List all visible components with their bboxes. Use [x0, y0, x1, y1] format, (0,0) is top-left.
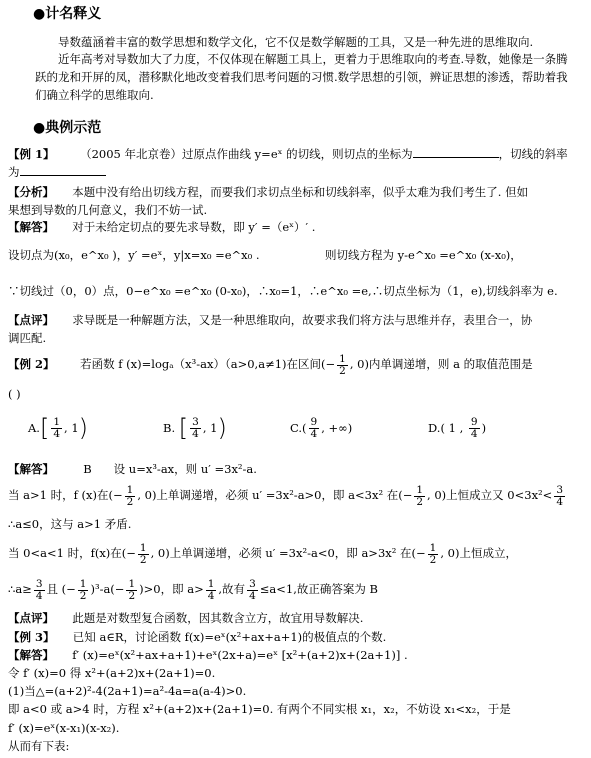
fraction-half: [428, 543, 439, 566]
option-c-label: C.(: [290, 421, 307, 435]
line-b: 且 (−: [46, 582, 76, 596]
example2-question: [8, 350, 533, 378]
review-text: 此题是对数型复合函数，因其数含立方，故宜用导数解决.: [72, 611, 364, 625]
section-title-examples: ●典例示范: [33, 120, 102, 136]
fraction-num: 3: [249, 577, 256, 590]
solution-tag: 【解答】: [8, 462, 54, 476]
example3-line3: (1)当△=(a+2)²-4(2a+1)=a²-4a=a(a-4)>0.: [8, 684, 247, 698]
fraction: [554, 485, 565, 508]
intro-line-1: 导数蕴涵着丰富的数学思想和数学文化，它不仅是数学解题的工具，又是一种先进的思维取向.: [58, 35, 534, 49]
option-a-label: A.: [28, 421, 40, 435]
fraction-num: 3: [192, 415, 199, 428]
example1-question-line2-text: 为: [8, 165, 20, 179]
intro-line-3: 跃的龙和开屏的凤，潜移默化地改变着我们思考问题的习惯.数学思想的引领，辨证思想的渗透，帮助着我: [35, 70, 568, 84]
option-b-label: B.: [163, 421, 176, 435]
example3-question: [8, 630, 386, 645]
section-title-naming: ●计名释义: [33, 6, 102, 22]
answer-blank: [413, 147, 499, 158]
fraction-half: [126, 579, 137, 602]
option-b: B. [ $\frac{3}{4}$ , 1 ): [163, 414, 227, 442]
fraction-den: 4: [470, 427, 478, 440]
fraction-den: 4: [556, 495, 563, 508]
fraction-num: 1: [79, 577, 87, 590]
example1-question: [8, 147, 568, 162]
solution-tag: 【解答】: [8, 648, 54, 662]
analysis-tag: 【分析】: [8, 185, 54, 199]
line-a: 当 0<a<1 时，f(x)在(−: [8, 546, 136, 560]
option-a: A. [ $\frac{1}{4}$ , 1 ): [28, 414, 89, 442]
fraction: [190, 417, 201, 440]
fraction-num: 1: [339, 352, 346, 365]
fraction-den: 4: [35, 589, 43, 602]
review-tag: 【点评】: [8, 611, 54, 625]
fraction: [34, 579, 45, 602]
fraction-den: 2: [128, 589, 136, 602]
fraction-den: 4: [192, 427, 199, 440]
solution-text: 设 u=x³-ax，则 u′ =3x²-a.: [113, 462, 257, 476]
fraction-den: 2: [126, 495, 134, 508]
fraction-half: [138, 543, 149, 566]
solution-answer: B: [83, 462, 92, 476]
fraction-den: 4: [53, 427, 61, 440]
example1-tag: 【例 1】: [8, 147, 55, 161]
example1-question-text: （2005 年北京卷）过原点作曲线 y=eˣ 的切线，则切点的坐标为: [80, 147, 413, 161]
example3-line2: 令 f′ (x)=0 得 x²+(a+2)x+(2a+1)=0.: [8, 666, 216, 680]
example2-line5: [8, 575, 378, 603]
option-c: [290, 413, 352, 443]
example2-solution: [8, 462, 257, 477]
fraction-num: 1: [139, 541, 147, 554]
example2-review: [8, 611, 363, 626]
line-e: ,故有: [218, 582, 246, 596]
fraction-half: [78, 579, 89, 602]
intro-line-2: 近年高考对导数加大了力度，不仅体现在解题工具上，更着力于思维取向的考查.导数，她像是一条腾: [58, 52, 568, 66]
fraction-num: 1: [53, 415, 61, 428]
example3-question-text: 已知 a∈R，讨论函数 f(x)=eˣ(x²+ax+a+1)的极值点的个数.: [72, 630, 387, 644]
line-f: ≤a<1,故正确答案为 B: [259, 582, 378, 596]
fraction-den: 2: [339, 364, 346, 377]
solution-text: 对于未给定切点的要先求导数，即 y′ =（eˣ）′ .: [72, 220, 316, 234]
fraction-num: 9: [470, 415, 478, 428]
fraction: [51, 417, 62, 440]
example2-question-a: 若函数 f (x)=logₐ（x³-ax）（a>0,a≠1)在区间(−: [80, 357, 336, 371]
fraction: [469, 417, 480, 440]
line-a: 当 a>1 时，f (x)在(−: [8, 488, 123, 502]
solution-tag: 【解答】: [8, 220, 54, 234]
solution-text: f′ (x)=eˣ(x²+ax+a+1)+eˣ(2x+a)=eˣ [x²+(a+2)x+(2a+1)] .: [72, 648, 408, 662]
analysis-text: 本题中没有给出切线方程，而要我们求切点坐标和切线斜率，似乎太难为我们考生了. 但如: [72, 185, 529, 199]
answer-blank-2: [20, 165, 106, 176]
review-tag: 【点评】: [8, 313, 54, 327]
example1-solution-line3: ∵切线过（0，0）点，0−e^x₀ =e^x₀ (0-x₀)，∴x₀=1，∴e^x₀ =e,∴切点坐标为（1，e),切线斜率为 e.: [8, 284, 558, 298]
fraction-half: [414, 485, 425, 508]
example1-review: [8, 313, 532, 328]
fraction-num: 1: [416, 483, 424, 496]
example2-paren: ( ): [8, 387, 21, 401]
example1-analysis: [8, 185, 528, 200]
fraction-num: 1: [429, 541, 437, 554]
example2-question-b: , 0)内单调递增，则 a 的取值范围是: [349, 357, 533, 371]
example3-line5: f′ (x)=eˣ(x-x₁)(x-x₂).: [8, 721, 120, 735]
fraction-num: 3: [556, 483, 563, 496]
example1-solution: [8, 220, 315, 235]
option-d-label: D.( 1 ,: [428, 421, 464, 435]
fraction: [309, 417, 320, 440]
fraction-half: [125, 485, 136, 508]
example1-review-line2: 调匹配.: [8, 331, 47, 345]
option-c-tail: , +∞): [321, 421, 353, 435]
line-a: ∴a≥: [8, 582, 32, 596]
fraction: [206, 579, 217, 602]
example2-line3: ∴a≤0，这与 a>1 矛盾.: [8, 517, 132, 531]
intro-line-4: 们确立科学的思维取向.: [35, 88, 154, 102]
review-text: 求导既是一种解题方法，又是一种思维取向，故要求我们将方法与思维并存，表里合一，协: [72, 313, 533, 327]
fraction-den: 4: [310, 427, 318, 440]
fraction-num: 1: [126, 483, 134, 496]
line-d: )>0，即 a>: [139, 582, 204, 596]
example2-tag: 【例 2】: [8, 357, 55, 371]
line-c: )³-a(−: [90, 582, 125, 596]
example2-line4: [8, 539, 517, 567]
example3-line6: 从而有下表:: [8, 739, 70, 753]
fraction: [247, 579, 258, 602]
fraction-num: 3: [35, 577, 43, 590]
line-c: , 0)上恒成立又 0<3x²<: [427, 488, 553, 502]
fraction-den: 2: [79, 589, 87, 602]
example3-solution: [8, 648, 408, 663]
option-d: D.( 1 , $\frac{9}{4}$ ): [428, 415, 487, 440]
example3-tag: 【例 3】: [8, 630, 55, 644]
line-b: , 0)上单调递增，必须 u′ =3x²-a<0，即 a>3x² 在(−: [150, 546, 426, 560]
fraction-num: 1: [207, 577, 215, 590]
example1-solution-line2b: 则切线方程为 y-e^x₀ =e^x₀ (x-x₀)，: [325, 248, 522, 262]
example2-line2: [8, 481, 567, 509]
fraction-den: 4: [249, 589, 256, 602]
fraction-den: 2: [416, 495, 424, 508]
example1-question-tail: ，切线的斜率: [498, 147, 568, 161]
example1-question-line2: [8, 165, 106, 180]
fraction-den: 2: [429, 553, 437, 566]
fraction-den: 4: [207, 589, 215, 602]
example3-line4: 即 a<0 或 a>4 时，方程 x²+(a+2)x+(2a+1)=0. 有两个不同实根 x₁，x₂，不妨设 x₁<x₂，于是: [8, 702, 511, 716]
fraction-den: 2: [139, 553, 147, 566]
line-c: , 0)上恒成立，: [440, 546, 517, 560]
example1-solution-line2a: 设切点为(x₀，e^x₀ )，y′ =eˣ，y|x=x₀ =e^x₀ .: [8, 248, 260, 262]
line-b: , 0)上单调递增，必须 u′ =3x²-a>0，即 a<3x² 在(−: [137, 488, 413, 502]
fraction-num: 9: [310, 415, 318, 428]
fraction-half: [337, 354, 348, 377]
fraction-num: 1: [128, 577, 136, 590]
example1-analysis-line2: 果想到导数的几何意义，我们不妨一试.: [8, 203, 208, 217]
